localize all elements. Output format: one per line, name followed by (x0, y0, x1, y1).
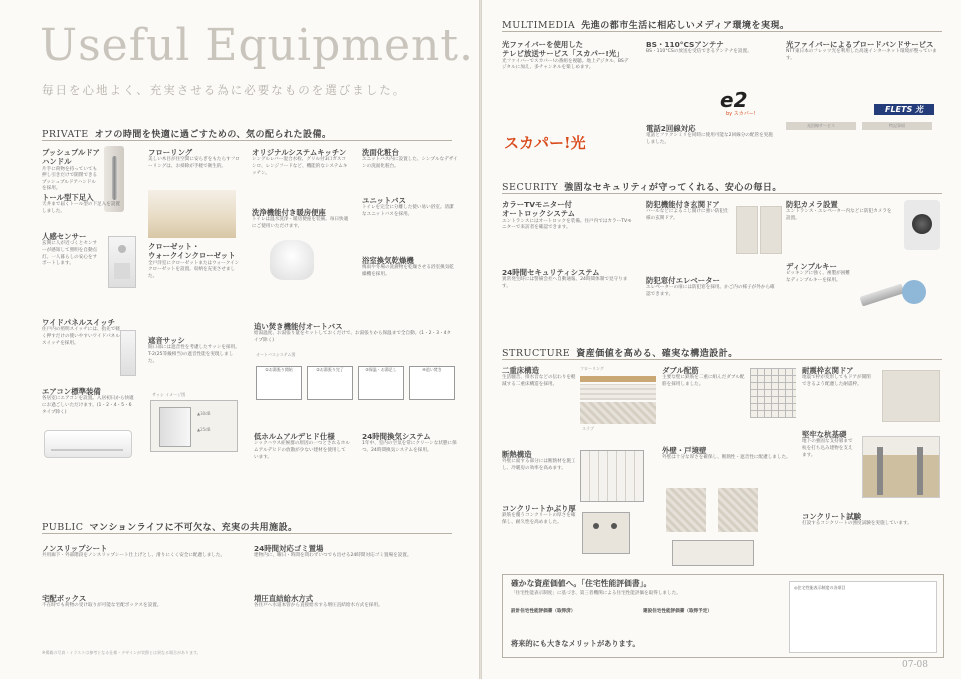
item-double-rebar: ダブル配筋 主要な壁に鉄筋を二重に組んだダブル配筋を採用しました。 (662, 366, 745, 387)
item-sash: 遮音サッシ 開口部には遮音性を考慮したサッシを採用。T-2(25等級相当)の遮音性能を実現しました。 (148, 336, 240, 364)
camera-photo (904, 200, 940, 250)
divider (502, 359, 942, 360)
item-low-formaldehyde: 低ホルムアルデヒド仕様 シックハウス症候群の原因の一つとされるホルムアルデヒドの放散が少ない建材を使用しています。 (254, 432, 350, 460)
item-dimple-key: ディンプルキー ピッキングに強く、複製が困難なディンプルキーを採用。 (786, 262, 850, 283)
door-photo-1 (736, 206, 758, 254)
public-heading: PUBLIC マンションライフに不可欠な、充実の共用施設。 (42, 522, 298, 533)
pile-diagram (672, 540, 754, 566)
divider (42, 533, 452, 534)
eval-badge-2: 建設住宅性能評価書（取得予定） (643, 609, 712, 614)
sash-label: サッシ イメージ図 (152, 392, 186, 397)
eval-title: 確かな資産価値へ。「住宅性能評価書」。 (511, 579, 652, 588)
multimedia-heading: MULTIMEDIA 先進の都市生活に相応しいメディア環境を実現。 (502, 20, 790, 31)
item-kitchen: オリジナルシステムキッチン シングルレバー混合水栓、グリル付3口ガスコンロ、レンジフードなど、機能的なシステムキッチン。 (252, 148, 348, 176)
item-aircon: エアコン標準装備 各居室にエアコンを設置。入居初日から快適にお過ごしいただけます。(1・2・4・5・6タイプ除く) (42, 387, 134, 415)
bath-step-3: ③保温・お湯足し (358, 366, 404, 400)
item-security-24h: 24時間セキュリティシステム 異常発生時には警備会社へ自動通報。24時間体制で見守ります。 (502, 268, 628, 289)
item-ventilation: 24時間換気システム 1年中、室内の空気を常にクリーンな状態に保つ、24時間換気システムを採用。 (362, 432, 457, 453)
insulation-diagram (580, 450, 644, 502)
left-page (0, 0, 479, 679)
eval-text: 「住宅性能表示制度」に基づき、第三者機関による住宅性能評価を取得しました。 (511, 591, 681, 596)
security-heading: SECURITY 強固なセキュリティが守ってくれる、安心の毎日。 (502, 182, 782, 193)
aircon-photo (44, 430, 132, 458)
divider (502, 31, 942, 32)
sensor-photo (108, 236, 136, 288)
eval-badge-1: 設計住宅性能評価書（取得済） (511, 609, 576, 614)
item-auto-bath: 追い焚き機能付オートバス 給湯温度、お湯張り量をセットしておくだけで、お湯張りから保温まで全自動。(1・2・3・4タイプ除く) (254, 322, 452, 343)
item-security-door: 防犯機能付き玄関ドア バールなどによるこじ開けに強い防犯仕様の玄関ドア。 (646, 200, 729, 221)
item-bath-dryer: 浴室換気乾燥機 梅雨や冬場の洗濯物を乾燥させる浴室換気乾燥機を採用。 (362, 256, 454, 277)
page-subtitle: 毎日を心地よく、充実させる為に必要なものを選びました。 (42, 83, 407, 97)
divider (42, 140, 452, 141)
footnote: ※掲載の写真・イラストは参考となる仕様・デザインが実際とは異なる場合があります。 (42, 650, 201, 655)
sash-diagram: ▲30dB ▲25dB (150, 400, 238, 452)
item-pile-foundation: 堅牢な杭基礎 地下の強固な支持層まで杭を打ち込み建物を支えます。 (802, 430, 853, 458)
item-garbage: 24時間対応ゴミ置場 建物内に、曜日・時間を問わずいつでも出せる24時間対応ゴミ置場を設置。 (254, 544, 412, 559)
item-unit-bath: ユニットバス トイレを完全に分離した使い易い浴室。清潔なユニットバスを採用。 (362, 196, 454, 217)
bath-step-2: ②お湯張り完了 (307, 366, 353, 400)
page-number: 07-08 (902, 660, 928, 670)
item-concrete-test: コンクリート試験 打設するコンクリートの強度試験を実施しています。 (802, 512, 912, 527)
item-motion-sensor: 人感センサー 玄関に人が近づくとセンサーが感知して照明を自動点灯。一人暮らしの安心をサポートします。 (42, 232, 98, 267)
item-double-floor: 二重床構造 生活騒音、排水音などの伝わりを軽減する二重床構造を採用。 (502, 366, 576, 387)
concrete-cover-diagram (582, 512, 630, 554)
item-nonslip: ノンスリップシート 共用廊下・外部階段をノンスリップシート仕上げとし、滑りにくく安全に配慮しました。 (42, 544, 226, 559)
item-concrete-cover: コンクリートかぶり厚 鉄筋を覆うコンクリートの厚さを確保し、耐久性を高めました。 (502, 504, 576, 525)
item-insulation: 断熱構造 外壁に面する部分には断熱材を施工し、冷暖房の効率を高めます。 (502, 450, 576, 471)
evaluation-box (502, 574, 944, 658)
item-flooring: フローリング 美しい木目が住空間に安らぎをもたらすフローリングは、お掃除が手軽で衛生的。 (148, 148, 240, 169)
item-wide-switch: ワイドパネルスイッチ 住戸内の照明スイッチには、指先で軽く押すだけの使いやすいワイドパネルスイッチを採用。 (42, 318, 120, 346)
item-broadband: 光ファイバーによるブロードバンドサービス NTT東日本のフレッツ光を利用した高速インターネット環境が整っています。 (786, 40, 937, 61)
skyperfect-logo: スカパー!光 (504, 134, 586, 152)
item-skyperfect: 光ファイバーを使用した テレビ放送サービス「スカパー!光」 光ファイバーでスカパー!の番組を視聴。地上デジタル、BSデジタルに加え、多チャンネルを楽しめます。 (502, 40, 629, 71)
flets-tab-1: 光回線サービス (786, 122, 856, 130)
rebar-diagram (750, 368, 796, 418)
item-bs-antenna: BS・110°CSアンテナ BS・110°CSの放送を受信できるアンテナを設置。 (646, 40, 752, 55)
item-exterior-wall: 外壁・戸境壁 外壁は十分な厚さを確保し、断熱性・遮音性に配慮しました。 (662, 446, 791, 461)
bath-step-1: ①お湯張り開始 (256, 366, 302, 400)
quake-door-diagram (882, 370, 940, 422)
foundation-diagram (862, 436, 940, 498)
structure-heading: STRUCTURE 資産価値を高める、確実な構造設計。 (502, 348, 738, 359)
auto-bath-diagram (256, 360, 456, 408)
item-water-supply: 増圧直結給水方式 各住戸へ水道本管から直接給水する増圧直結給水方式を採用。 (254, 594, 383, 609)
e2-logo: e2 by スカパー! (720, 88, 756, 117)
eval-bottom: 将来的にも大きなメリットがあります。 (511, 639, 640, 648)
item-autolock: カラーTVモニター付 オートロックシステム エントランスにはオートロックを装備。住戸内ではカラーTVモニターで来訪者を確認できます。 (502, 200, 632, 231)
item-delivery-box: 宅配ボックス 不在時でも荷物の受け取りが可能な宅配ボックスを設置。 (42, 594, 162, 609)
item-quake-door: 耐震枠玄関ドア 地震で枠が変形してもドアが開閉できるよう配慮した耐震枠。 (802, 366, 871, 387)
item-push-pull: プッシュプルドア ハンドル 片手に荷物を持っていても押し引きだけで開閉できるプッシュプルドアハンドルを採用。 (42, 148, 100, 192)
flooring-photo (148, 190, 236, 238)
wall-diagram-2 (718, 488, 758, 532)
right-page (482, 0, 961, 679)
bath-step-4: ④追い焚き (409, 366, 455, 400)
private-heading: PRIVATE オフの時間を快適に過ごすための、気の配られた設備。 (42, 129, 332, 140)
item-toilet-seat: 洗浄機能付き暖房便座 トイレは温水洗浄・暖房便座を装備。毎日快適にご使用いただけます。 (252, 208, 349, 229)
door-photo-2 (760, 206, 782, 254)
item-elevator: 防犯窓付エレベーター エレベーターの扉には防犯窓を採用。かご内の様子が外から確認できます。 (646, 276, 775, 297)
page-title: Useful Equipment. (40, 20, 475, 71)
flets-logo: FLETS 光 (874, 104, 934, 115)
item-shoe-cabinet: トール型下足入 天井まで届くトール型の下足入を設置しました。 (42, 193, 121, 214)
flets-tab-2: 特記事項 (862, 122, 932, 130)
key-photo (854, 272, 938, 318)
item-camera: 防犯カメラ設置 エントランス・エレベーター内などに防犯カメラを設置。 (786, 200, 892, 221)
item-phone-lines: 電話2回線対応 電話とファクシミリを同時に使用可能な2回線分の配管を実施しました。 (646, 124, 773, 145)
item-closet: クローゼット・ ウォークインクローゼット 全戸洋室にクローゼットまたはウォークインクローゼットを設置。収納を充実させました。 (148, 242, 240, 279)
item-vanity: 洗面化粧台 ユニットバス内に設置した、シンプルなデザインの洗面化粧台。 (362, 148, 458, 169)
divider (502, 193, 942, 194)
bath-diagram-label: オートバスシステム図 (256, 352, 296, 357)
wall-diagram-1 (666, 488, 706, 532)
switch-photo (120, 330, 136, 376)
floor-section-diagram: フローリング スラブ (580, 366, 656, 444)
eval-list: ◎住宅性能表示制度の各項目 (789, 581, 937, 653)
toilet-seat-photo (270, 240, 314, 280)
